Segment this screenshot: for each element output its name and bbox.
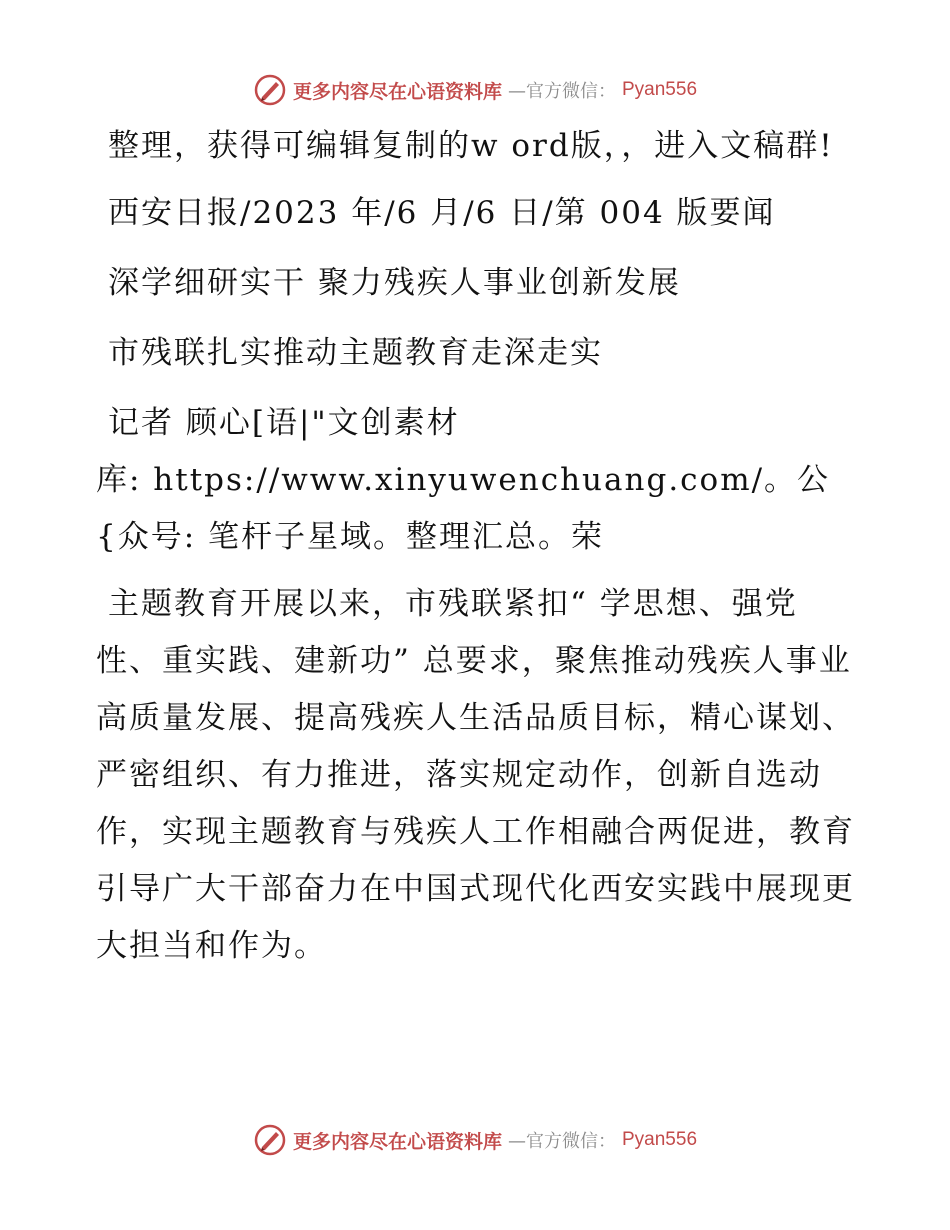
banner-wechat-id: Pyan556: [622, 79, 698, 100]
banner-wechat-id: Pyan556: [622, 1129, 698, 1150]
banner-title: 更多内容尽在心语资料库: [292, 80, 502, 103]
intro-line: 整理，获得可编辑复制的w ord版，，进入文稿群!: [108, 128, 834, 164]
header-watermark-banner: [0, 72, 950, 108]
banner-title: 更多内容尽在心语资料库: [292, 1130, 502, 1153]
body-paragraph: 主题教育开展以来，市残联紧扣“ 学思想、强党性、重实践、建新功” 总要求，聚焦推动残疾人事业高质量发展、提高残疾人生活品质目标，精心谋划、严密组织、有力推进，落实规定动作，创新自选动作，实现主题教育与残疾人工作相融合两促进，教育引导广大干部奋力在中国式现代化西安实践中展现更大担当和作为。: [96, 586, 855, 964]
footer-watermark-banner: [0, 1122, 950, 1158]
document-body: [96, 118, 856, 985]
byline: 记者 顾心[语|"文创素材: [108, 405, 460, 441]
pen-seal-icon: [253, 1123, 287, 1157]
pen-seal-icon: [253, 73, 287, 107]
headline: 深学细研实干 聚力残疾人事业创新发展: [108, 265, 681, 301]
subheadline: 市残联扎实推动主题教育走深走实: [108, 335, 603, 371]
byline-continuation: 库: https://www.xinyuwenchuang.com/。公{众号: 笔杆子星域。整理汇总。荣: [96, 462, 831, 555]
source-line: 西安日报/2023 年/6 月/6 日/第 004 版要闻: [108, 195, 776, 231]
banner-separator: —官方微信：: [508, 81, 616, 102]
banner-separator: —官方微信：: [508, 1131, 616, 1152]
